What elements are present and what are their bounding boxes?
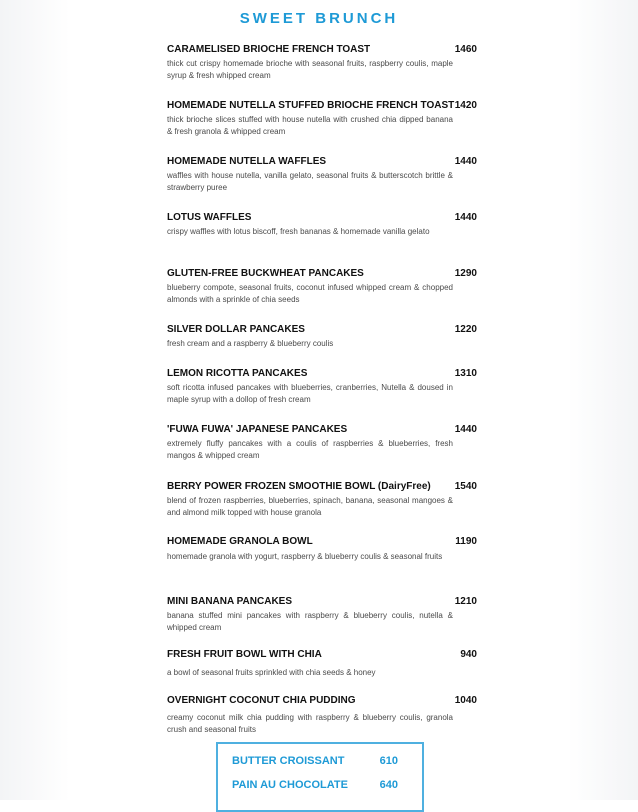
- item-price: 1440: [454, 212, 477, 223]
- bakery-item: [232, 779, 398, 791]
- item-price: 1040: [454, 695, 477, 706]
- menu-item: [167, 481, 477, 518]
- bakery-item-price: 610: [379, 755, 398, 767]
- item-price: 1220: [454, 324, 477, 335]
- bakery-item-name: PAIN AU CHOCOLATE: [232, 779, 348, 791]
- item-price: 1540: [454, 481, 477, 492]
- item-description: fresh cream and a raspberry & blueberry coulis: [167, 339, 334, 348]
- item-description: soft ricotta infused pancakes with blueberries, cranberries, Nutella & doused in maple syrup with a dollop of fresh cream: [167, 383, 453, 404]
- item-description: extremely fluffy pancakes with a coulis of raspberries & blueberries, fresh mangos & whipped cream: [167, 439, 453, 460]
- bakery-item-price: 640: [379, 779, 398, 791]
- menu-item: [167, 424, 477, 461]
- item-description: homemade granola with yogurt, raspberry & blueberry coulis & seasonal fruits: [167, 552, 443, 561]
- menu-item: [167, 368, 477, 405]
- menu-item: [167, 536, 477, 564]
- item-price: 940: [460, 649, 477, 660]
- item-name: BERRY POWER FROZEN SMOOTHIE BOWL (DairyFree): [167, 481, 431, 492]
- item-price: 1290: [454, 268, 477, 279]
- item-name: FRESH FRUIT BOWL WITH CHIA: [167, 649, 322, 660]
- item-name: MINI BANANA PANCAKES: [167, 596, 292, 607]
- item-name: LOTUS WAFFLES: [167, 212, 252, 223]
- item-name: LEMON RICOTTA PANCAKES: [167, 368, 308, 379]
- menu-item: [167, 268, 477, 305]
- item-name: HOMEMADE GRANOLA BOWL: [167, 536, 313, 547]
- menu-item: [167, 44, 477, 81]
- item-name: HOMEMADE NUTELLA STUFFED BRIOCHE FRENCH TOAST: [167, 100, 455, 111]
- bakery-box: [216, 742, 424, 812]
- item-price: 1310: [454, 368, 477, 379]
- item-description: blueberry compote, seasonal fruits, coconut infused whipped cream & chopped almonds with a sprinkle of chia seeds: [167, 283, 453, 304]
- item-description: thick brioche slices stuffed with house nutella with crushed chia dipped banana & fresh granola & whipped cream: [167, 115, 453, 136]
- item-description: thick cut crispy homemade brioche with seasonal fruits, raspberry coulis, maple syrup & fresh whipped cream: [167, 59, 453, 80]
- item-price: 1460: [454, 44, 477, 55]
- item-description: creamy coconut milk chia pudding with raspberry & blueberry coulis, granola crush and seasonal fruits: [167, 713, 453, 734]
- item-price: 1440: [454, 424, 477, 435]
- item-name: OVERNIGHT COCONUT CHIA PUDDING: [167, 695, 356, 706]
- item-price: 1190: [455, 536, 477, 547]
- menu-item: [167, 100, 477, 137]
- item-description: a bowl of seasonal fruits sprinkled with chia seeds & honey: [167, 668, 376, 677]
- item-description: waffles with house nutella, vanilla gelato, seasonal fruits & butterscotch brittle & strawberry puree: [167, 171, 453, 192]
- menu-item: [167, 596, 477, 633]
- menu-item: [167, 649, 477, 679]
- item-name: SILVER DOLLAR PANCAKES: [167, 324, 305, 335]
- menu-item: [167, 695, 477, 735]
- item-name: GLUTEN-FREE BUCKWHEAT PANCAKES: [167, 268, 364, 279]
- item-description: crispy waffles with lotus biscoff, fresh bananas & homemade vanilla gelato: [167, 227, 430, 236]
- menu-item: [167, 156, 477, 193]
- item-name: CARAMELISED BRIOCHE FRENCH TOAST: [167, 44, 371, 55]
- menu-item: [167, 212, 477, 238]
- item-price: 1420: [454, 100, 477, 111]
- item-price: 1210: [454, 596, 477, 607]
- item-price: 1440: [454, 156, 477, 167]
- bakery-item-name: BUTTER CROISSANT: [232, 755, 345, 767]
- section-title: SWEET BRUNCH: [239, 10, 399, 27]
- item-description: banana stuffed mini pancakes with raspberry & blueberry coulis, nutella & whipped cream: [167, 611, 453, 632]
- item-name: HOMEMADE NUTELLA WAFFLES: [167, 156, 327, 167]
- menu-item: [167, 324, 477, 350]
- item-name: 'FUWA FUWA' JAPANESE PANCAKES: [167, 424, 348, 435]
- item-description: blend of frozen raspberries, blueberries, spinach, banana, seasonal mangoes & and almond milk topped with house granola: [167, 496, 453, 517]
- bakery-item: [232, 755, 398, 767]
